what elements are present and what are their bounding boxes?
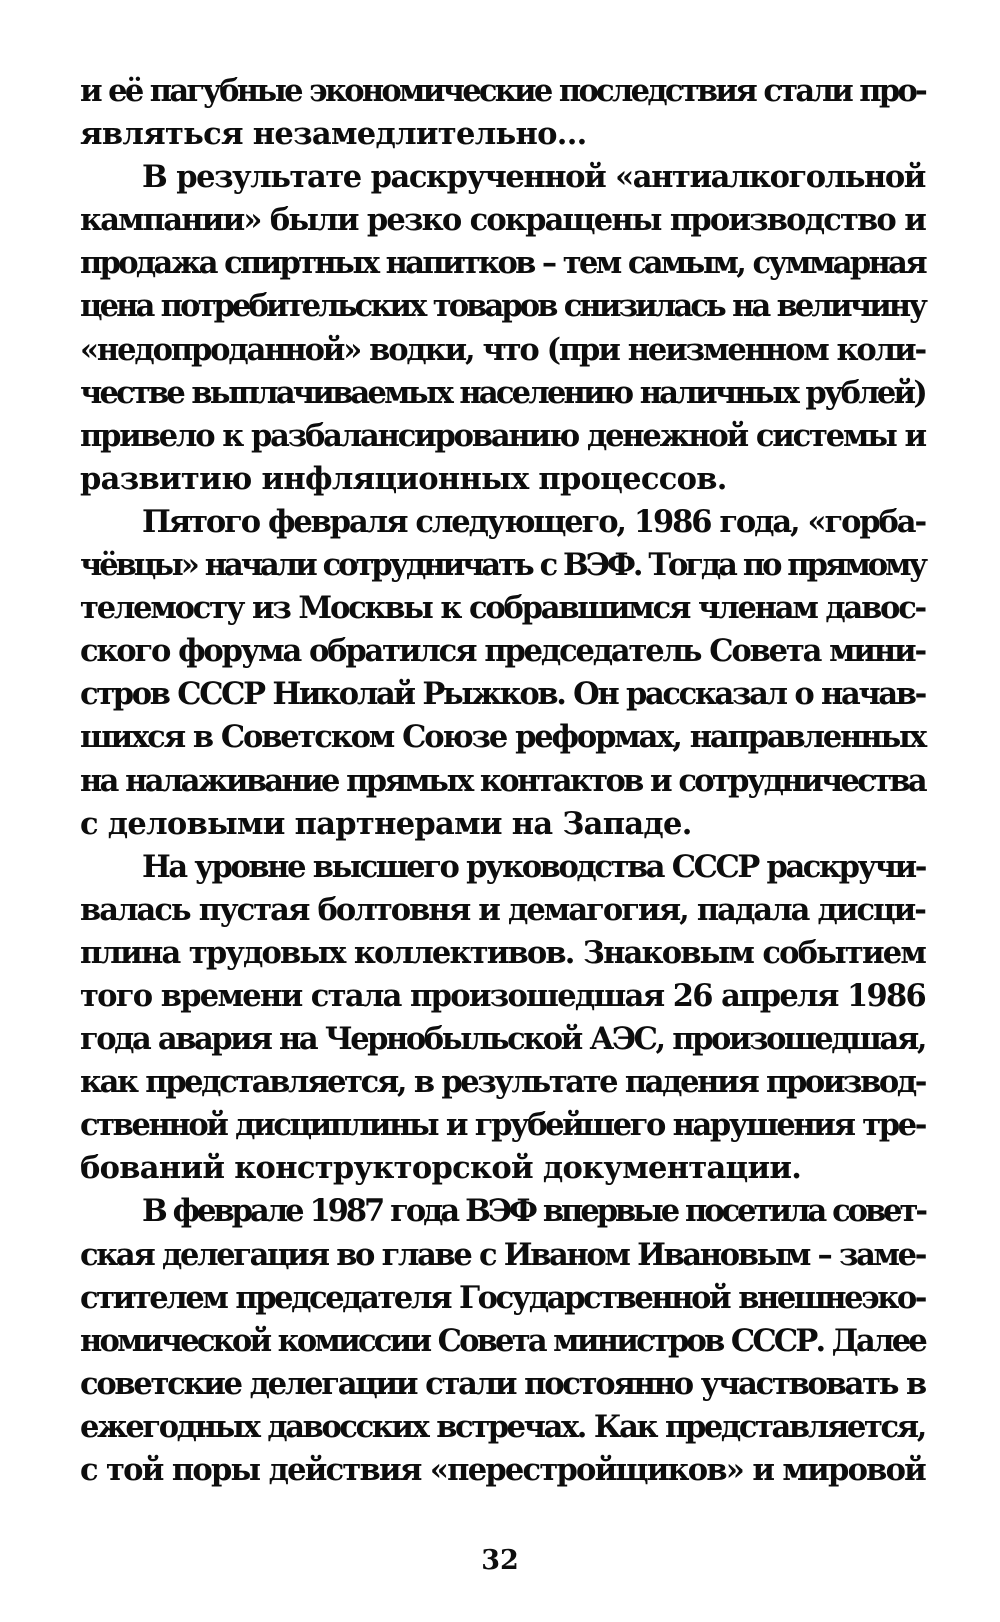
text-line: стителем председателя Государственной внешнеэко- (80, 1279, 925, 1316)
text-line: с деловыми партнерами на Западе. (80, 805, 692, 842)
text-line: советские делегации стали постоянно участвовать в (80, 1365, 925, 1402)
text-line: ственной дисциплины и грубейшего нарушения тре- (80, 1107, 925, 1144)
text-line: стров СССР Николай Рыжков. Он рассказал о начав- (80, 676, 925, 713)
text-line: В результате раскрученной «антиалкогольной (142, 159, 925, 196)
text-line: на налаживание прямых контактов и сотрудничества (80, 762, 925, 799)
text-line: номической комиссии Совета министров СССР. Далее (80, 1322, 925, 1359)
text-line: привело к разбалансированию денежной системы и (80, 417, 925, 454)
text-line: шихся в Советском Союзе реформах, направленных (80, 719, 925, 756)
text-line: чёвцы» начали сотрудничать с ВЭФ. Тогда по прямому (80, 547, 925, 584)
text-line: и её пагубные экономические последствия стали про- (80, 73, 925, 109)
body-text (80, 70, 925, 1492)
text-line: Пятого февраля следующего, 1986 года, «горба- (142, 503, 925, 540)
text-line: с той поры действия «перестройщиков» и мировой (80, 1452, 925, 1488)
text-line: В феврале 1987 года ВЭФ впервые посетила совет- (142, 1193, 925, 1230)
text-line: На уровне высшего руководства СССР раскручи- (142, 848, 925, 885)
text-line: телемосту из Москвы к собравшимся членам давос- (80, 590, 925, 627)
text-line: валась пустая болтовня и демагогия, падала дисци- (80, 891, 925, 928)
text-line: «недопроданной» водки, что (при неизменном коли- (80, 331, 925, 368)
text-line: кампании» были резко сокращены производство и (80, 202, 925, 239)
text-line: ежегодных давосских встречах. Как представляется, (80, 1408, 925, 1445)
text-line: как представляется, в результате падения производ- (80, 1064, 925, 1101)
text-line: развитию инфляционных процессов. (80, 460, 727, 497)
text-line: продажа спиртных напитков – тем самым, суммарная (80, 245, 925, 282)
text-line: честве выплачиваемых населению наличных рублей) (80, 374, 925, 411)
page-number: 32 (481, 1545, 519, 1576)
text-line: бований конструкторской документации. (80, 1150, 802, 1187)
text-line: цена потребительских товаров снизилась на величину (80, 288, 925, 325)
text-line: года авария на Чернобыльской АЭС, произошедшая, (80, 1021, 925, 1058)
text-line: плина трудовых коллективов. Знаковым событием (80, 934, 925, 971)
text-line: ского форума обратился председатель Совета мини- (80, 633, 925, 670)
text-line: того времени стала произошедшая 26 апреля 1986 (80, 977, 925, 1014)
text-line: ская делегация во главе с Иваном Ивановым – заме- (80, 1236, 925, 1273)
text-line: являться незамедлительно... (80, 116, 587, 153)
